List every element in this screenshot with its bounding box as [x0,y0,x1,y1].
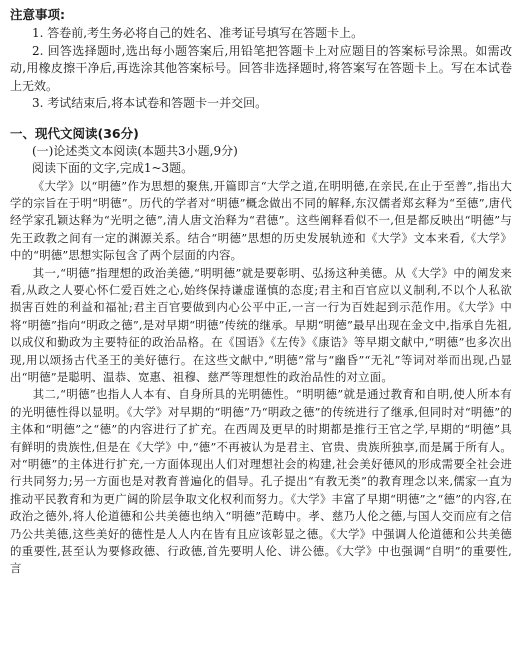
section-title: 一、现代文阅读(36分) [10,125,139,141]
notice-item-1: 1. 答卷前,考生务必将自己的姓名、准考证号填写在答题卡上。 [32,26,364,40]
reading-instruction: 阅读下面的文字,完成1~3题。 [32,161,194,175]
sub-section-title: (一)论述类文本阅读(本题共3小题,9分) [32,143,238,158]
notice-item-2: 2. 回答选择题时,选出每小题答案后,用铅笔把答题卡上对应题目的答案标号涂黑。如需改动,用橡皮擦干净后,再选涂其他答案标号。回答非选择题时,将答案写在答题卡上。写在本试卷上无效。 [10,43,512,93]
passage-paragraph-3: 其二,“明德”也指人人本有、自身所具的光明德性。“明明德”就是通过教育和自明,使人所本有的光明德性得以显明。《大学》对早期的“明德”乃“明政之德”的传统进行了继承,但同时对“明德”的主体和“明德”之“德”的内容进行了扩充。在西周及更早的时期都是推行王官之学,早期的“明德”具有鲜明的贵族性,但是在《大学》中,“德”不再被认为是君主、官贵、贵族所独享,而是属于所有人。对“明德”的主体进行扩充,一方面体现出人们对理想社会的构建,社会美好德风的形成需要全社会进行共同努力;另一方面也是对教育普遍化的倡导。孔子提出“有教无类”的教育理念以来,儒家一直为推动平民教育和为更广阔的阶层争取文化权利而努力。《大学》丰富了早期“明德”之“德”的内容,在政治之德外,将人伦道德和公共美德也纳入“明德”范畴中。孝、慈乃人伦之德,与国人交而应有之信乃公共美德,这些美好的德性是人人内在皆有且应该彰显之德。《大学》中强调人伦道德和公共美德的重要性,甚至认为要修政德、行政德,首先要明人伦、讲公德。《大学》中也强调“自明”的重要性,言 [10,387,512,576]
reading-passage [10,178,512,578]
passage-paragraph-1: 《大学》以“明德”作为思想的聚焦,开篇即言“大学之道,在明明德,在亲民,在止于至善”,指出大学的宗旨在于明“明德”。历代的学者对“明德”概念做出不同的解释,东汉儒者郑玄释为“至德”,唐代经学家孔颖达释为“光明之德”,清人唐文治释为“君德”。这些阐释看似不一,但是都反映出“明德”与先王政教之间有一定的渊源关系。结合“明德”思想的历史发展轨迹和《大学》文本来看,《大学》中的“明德”思想实际包含了两个层面的内容。 [10,178,512,263]
notice-item-3: 3. 考试结束后,将本试卷和答题卡一并交回。 [32,96,268,110]
notice-block [10,6,512,113]
notice-title: 注意事项: [10,7,65,22]
passage-paragraph-2: 其一,“明德”指理想的政治美德,“明明德”就是要彰明、弘扬这种美德。从《大学》中的阐发来看,从政之人要心怀仁爱百姓之心,始终保持谦虚谨慎的态度;君主和百官应以义制利,不以个人私欲损害百姓的利益和福祉;君主百官要做到内心公平中正,一言一行为百姓起到示范作用。《大学》中将“明德”指向“明政之德”,是对早期“明德”传统的继承。早期“明德”最早出现在金文中,指承自先祖,以成仪和勤政为主要特征的政治品格。在《国语》《左传》《康诰》等早期文献中,“明德”也多次出现,用以颂扬古代圣王的美好德行。在这些文献中,“明德”常与“幽昏”“无礼”等词对举而出现,凸显出“明德”是聪明、温恭、宽惠、祖穆、慈严等理想性的政治品性的对立面。 [10,265,512,384]
